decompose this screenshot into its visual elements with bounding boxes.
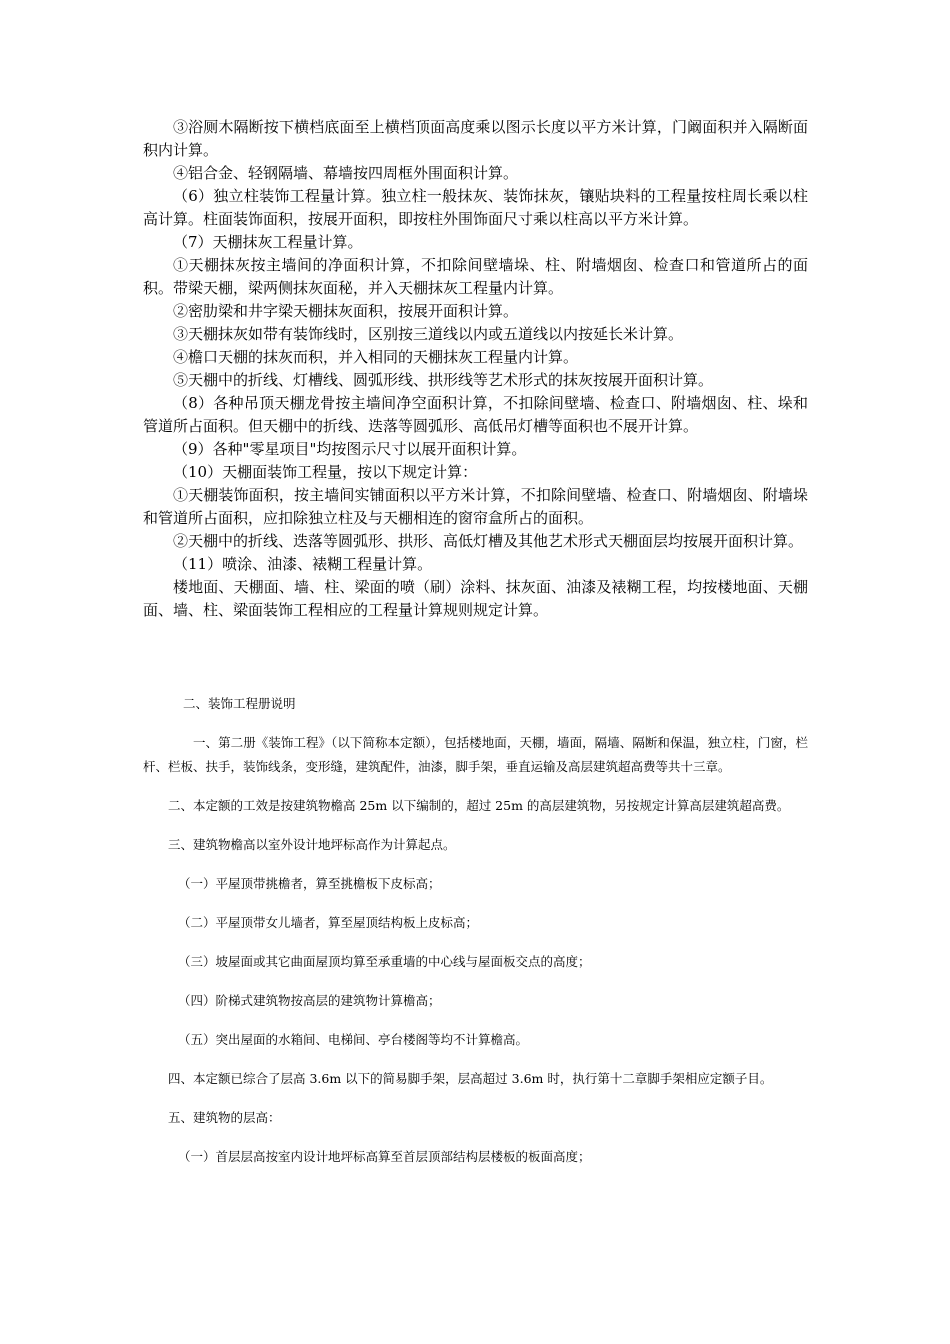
sub-item: （四）阶梯式建筑物按高层的建筑物计算檐高； — [178, 993, 441, 1008]
paragraph: ①天棚装饰面积，按主墙间实铺面积以平方米计算，不扣除间壁墙、检查口、附墙烟囱、附墙垛和管道所占面积，应扣除独立柱及与天棚相连的窗帘盒所占的面积。 — [143, 486, 808, 527]
sub-item: （三）坡屋面或其它曲面屋顶均算至承重墙的中心线与屋面板交点的高度； — [178, 954, 591, 969]
paragraph: （7）天棚抹灰工程量计算。 — [173, 233, 363, 251]
paragraph: 二、本定额的工效是按建筑物檐高 25m 以下编制的，超过 25m 的高层建筑物，另按规定计算高层建筑超高费。 — [168, 798, 790, 813]
sub-item: （五）突出屋面的水箱间、电梯间、亭台楼阁等均不计算檐高。 — [178, 1032, 529, 1047]
paragraph: 楼地面、天棚面、墙、柱、梁面的喷（刷）涂料、抹灰面、油漆及裱糊工程，均按楼地面、天棚面、墙、柱、梁面装饰工程相应的工程量计算规则规定计算。 — [143, 578, 808, 619]
paragraph: （6）独立柱装饰工程量计算。独立柱一般抹灰、装饰抹灰，镶贴块料的工程量按柱周长乘以柱高计算。柱面装饰面积，按展开面积，即按柱外围饰面尺寸乘以柱高以平方米计算。 — [143, 187, 808, 228]
paragraph: ②密肋梁和井字梁天棚抹灰面积，按展开面积计算。 — [173, 302, 519, 320]
paragraph: ③天棚抹灰如带有装饰线时，区别按三道线以内或五道线以内按延长米计算。 — [173, 325, 684, 343]
paragraph: ③浴厕木隔断按下横档底面至上横档顶面高度乘以图示长度以平方米计算，门阚面积并入隔断面积内计算。 — [143, 118, 808, 159]
paragraph: ②天棚中的折线、迭落等圆弧形、拱形、高低灯槽及其他艺术形式天棚面层均按展开面积计算。 — [173, 532, 804, 550]
paragraph: ①天棚抹灰按主墙间的净面积计算，不扣除间壁墙垛、柱、附墙烟囱、检查口和管道所占的面积。带梁天棚，梁两侧抹灰面秘，并入天棚抹灰工程量内计算。 — [143, 256, 808, 297]
lower-text-block — [143, 692, 808, 1184]
paragraph: （10）天棚面装饰工程量，按以下规定计算： — [173, 463, 478, 481]
section-title: 二、装饰工程册说明 — [183, 696, 296, 711]
paragraph: 三、建筑物檐高以室外设计地坪标高作为计算起点。 — [168, 837, 456, 852]
paragraph: 四、本定额已综合了层高 3.6m 以下的简易脚手架，层高超过 3.6m 时，执行第十二章脚手架相应定额子目。 — [168, 1071, 773, 1086]
paragraph: （11）喷涂、油漆、裱糊工程量计算。 — [173, 555, 433, 573]
paragraph: （9）各种"零星项目"均按图示尺寸以展开面积计算。 — [173, 440, 527, 458]
paragraph: 五、建筑物的层高： — [168, 1110, 281, 1125]
paragraph: ⑤天棚中的折线、灯槽线、圆弧形线、拱形线等艺术形式的抹灰按展开面积计算。 — [173, 371, 714, 389]
paragraph: ④铝合金、轻钢隔墙、幕墙按四周框外围面积计算。 — [173, 164, 519, 182]
paragraph: ④檐口天棚的抹灰而积，并入相同的天棚抹灰工程量内计算。 — [173, 348, 579, 366]
upper-text-block — [143, 116, 808, 622]
sub-item: （一）首层层高按室内设计地坪标高算至首层顶部结构层楼板的板面高度； — [178, 1149, 591, 1164]
sub-item: （二）平屋顶带女儿墙者，算至屋顶结构板上皮标高； — [178, 915, 479, 930]
paragraph: （8）各种吊顶天棚龙骨按主墙间净空面积计算，不扣除间壁墙、检查口、附墙烟囱、柱、垛和管道所占面积。但天棚中的折线、迭落等圆弧形、高低吊灯槽等面积也不展开计算。 — [143, 394, 808, 435]
paragraph: 一、第二册《装饰工程》（以下简称本定额），包括楼地面，天棚，墙面，隔墙、隔断和保温，独立柱，门窗，栏杆、栏板、扶手，装饰线条，变形缝，建筑配件，油漆，脚手架，垂直运输及高层建筑超高费等共十三章。 — [143, 735, 808, 774]
sub-item: （一）平屋顶带挑檐者，算至挑檐板下皮标高； — [178, 876, 441, 891]
